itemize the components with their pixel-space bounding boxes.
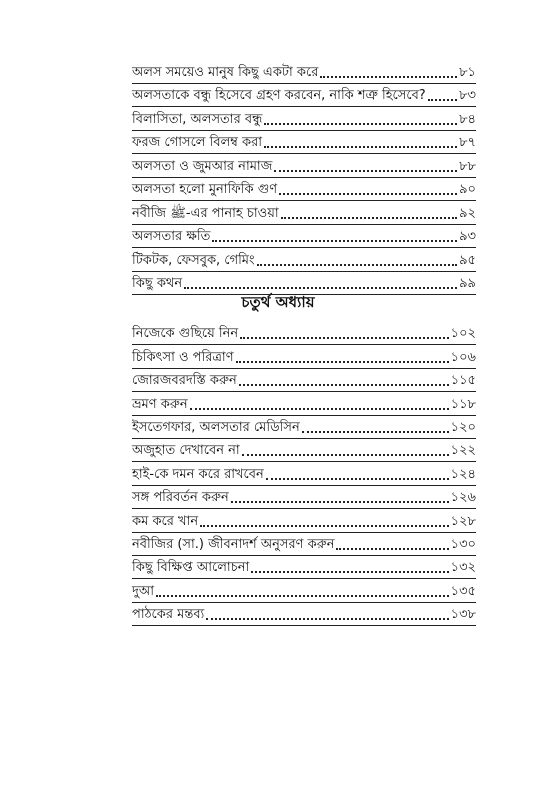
toc-entry-page: ৯০ [459, 182, 476, 197]
toc-entry-page: ৯৩ [459, 229, 476, 244]
toc-entry-title: অলসতা হলো মুনাফিকি গুণ [132, 182, 278, 197]
toc-entry-page: ১২০ [450, 419, 476, 435]
dot-leader [242, 454, 449, 456]
toc-entry-page: ৮৭ [459, 135, 476, 150]
toc-entry-title: হাই-কে দমন করে রাখবেন [132, 466, 264, 482]
toc-entry-title: ইসতেগফার, অলসতার মেডিসিন [132, 419, 300, 435]
toc-entry [132, 107, 476, 131]
toc-entry [132, 486, 476, 509]
toc-entry [132, 225, 476, 249]
dot-leader [200, 525, 449, 527]
toc-entry [132, 322, 476, 345]
toc-entry-page: ৮৮ [459, 158, 476, 174]
toc-entry [132, 556, 476, 579]
toc-entry-page: ১২৬ [450, 490, 476, 506]
toc-entry-title: অলসতা ও জুমআর নামাজ [132, 158, 273, 174]
toc-entry-page: ১০২ [450, 326, 476, 342]
dot-leader [212, 240, 457, 242]
toc-entry [132, 60, 476, 84]
dot-leader [266, 478, 449, 480]
toc-entry-title: কম করে খান [132, 513, 199, 529]
dot-leader [302, 431, 449, 433]
toc-entry-title: নবীজি ﷺ-এর পানাহ চাওয়া [132, 205, 279, 221]
dot-leader [281, 217, 457, 219]
toc-entry-title: ফরজ গোসলে বিলম্ব করা [132, 135, 263, 150]
toc-entry [132, 416, 476, 439]
toc-entry-page: ৯৫ [459, 252, 476, 268]
toc-entry-page: ১২৪ [450, 466, 476, 482]
toc-entry [132, 345, 476, 368]
chapter-heading: চতুর্থ অধ্যায় [241, 293, 315, 311]
dot-leader [239, 384, 449, 386]
dot-leader [190, 408, 449, 410]
dot-leader [206, 618, 448, 620]
dot-leader [251, 571, 448, 573]
toc-entry-page: ১০৬ [450, 349, 476, 365]
dot-leader [428, 99, 457, 101]
toc-entry-title: কিছু কথন [132, 276, 183, 291]
toc-entry [132, 84, 476, 108]
toc-entry [132, 509, 476, 532]
toc-entry-title: অলসতাকে বন্ধু হিসেবে গ্রহণ করবেন, নাকি শত্রু হিসেবে? [132, 88, 426, 103]
toc-entry-page: ৮৪ [459, 111, 476, 127]
toc-entry-title: সঙ্গ পরিবর্তন করুন [132, 490, 229, 506]
dot-leader [156, 595, 449, 597]
toc-entry [132, 533, 476, 556]
dot-leader [236, 361, 449, 363]
toc-entry-title: অজুহাত দেখাবেন না [132, 443, 240, 459]
toc-entry-title: কিছু বিক্ষিপ্ত আলোচনা [132, 560, 250, 576]
toc-entry-title: চিকিৎসা ও পরিত্রাণ [132, 349, 234, 365]
toc-entry-title: জোরজবরদস্তি করুন [132, 373, 237, 389]
toc-section-b [132, 322, 476, 626]
toc-entry-title: ভ্রমণ করুন [132, 396, 188, 412]
toc-entry [132, 201, 476, 225]
toc-entry-page: ৯৯ [459, 276, 476, 291]
dot-leader [274, 170, 457, 172]
toc-entry [132, 603, 476, 626]
toc-entry [132, 178, 476, 202]
toc-entry-page: ১২২ [450, 443, 476, 459]
toc-entry-page: ১৩২ [450, 560, 476, 576]
toc-entry-page: ১৩০ [450, 536, 476, 552]
toc-entry [132, 579, 476, 602]
toc-entry-page: ১৩৫ [450, 583, 476, 599]
toc-entry-page: ৯২ [459, 205, 476, 221]
dot-leader [264, 123, 457, 125]
dot-leader [240, 337, 448, 339]
toc-entry-title: বিলাসিতা, অলসতার বন্ধু [132, 111, 263, 127]
toc-section-a [132, 60, 476, 295]
toc-entry [132, 131, 476, 155]
toc-entry [132, 154, 476, 178]
dot-leader [279, 193, 457, 195]
dot-leader [320, 76, 457, 78]
dot-leader [184, 287, 457, 289]
dot-leader [264, 146, 457, 148]
toc-entry-title: টিকটক, ফেসবুক, গেমিং [132, 252, 255, 268]
toc-entry [132, 462, 476, 485]
toc-entry-title: অলস সময়েও মানুষ কিছু একটা করে [132, 64, 319, 80]
toc-entry-title: অলসতার ক্ষতি [132, 229, 211, 244]
toc-entry [132, 439, 476, 462]
toc-entry-page: ৮১ [459, 64, 476, 80]
toc-entry-title: দুআ [132, 583, 154, 599]
toc-entry-page: ১৩৮ [450, 607, 476, 623]
toc-entry [132, 369, 476, 392]
toc-entry-title: নবীজির (সা.) জীবনাদর্শ অনুসরণ করুন [132, 536, 335, 552]
toc-entry-page: ১১৮ [450, 396, 476, 412]
toc-entry-title: পাঠকের মন্তব্য [132, 607, 205, 623]
toc-entry-page: ১১৫ [450, 373, 476, 389]
toc-entry [132, 392, 476, 415]
dot-leader [336, 548, 448, 550]
toc-entry-page: ৮৩ [459, 88, 476, 103]
toc-entry-title: নিজেকে গুছিয়ে নিন [132, 326, 239, 342]
toc-entry-page: ১২৮ [450, 513, 476, 529]
dot-leader [257, 264, 457, 266]
toc-entry [132, 248, 476, 272]
dot-leader [231, 501, 449, 503]
